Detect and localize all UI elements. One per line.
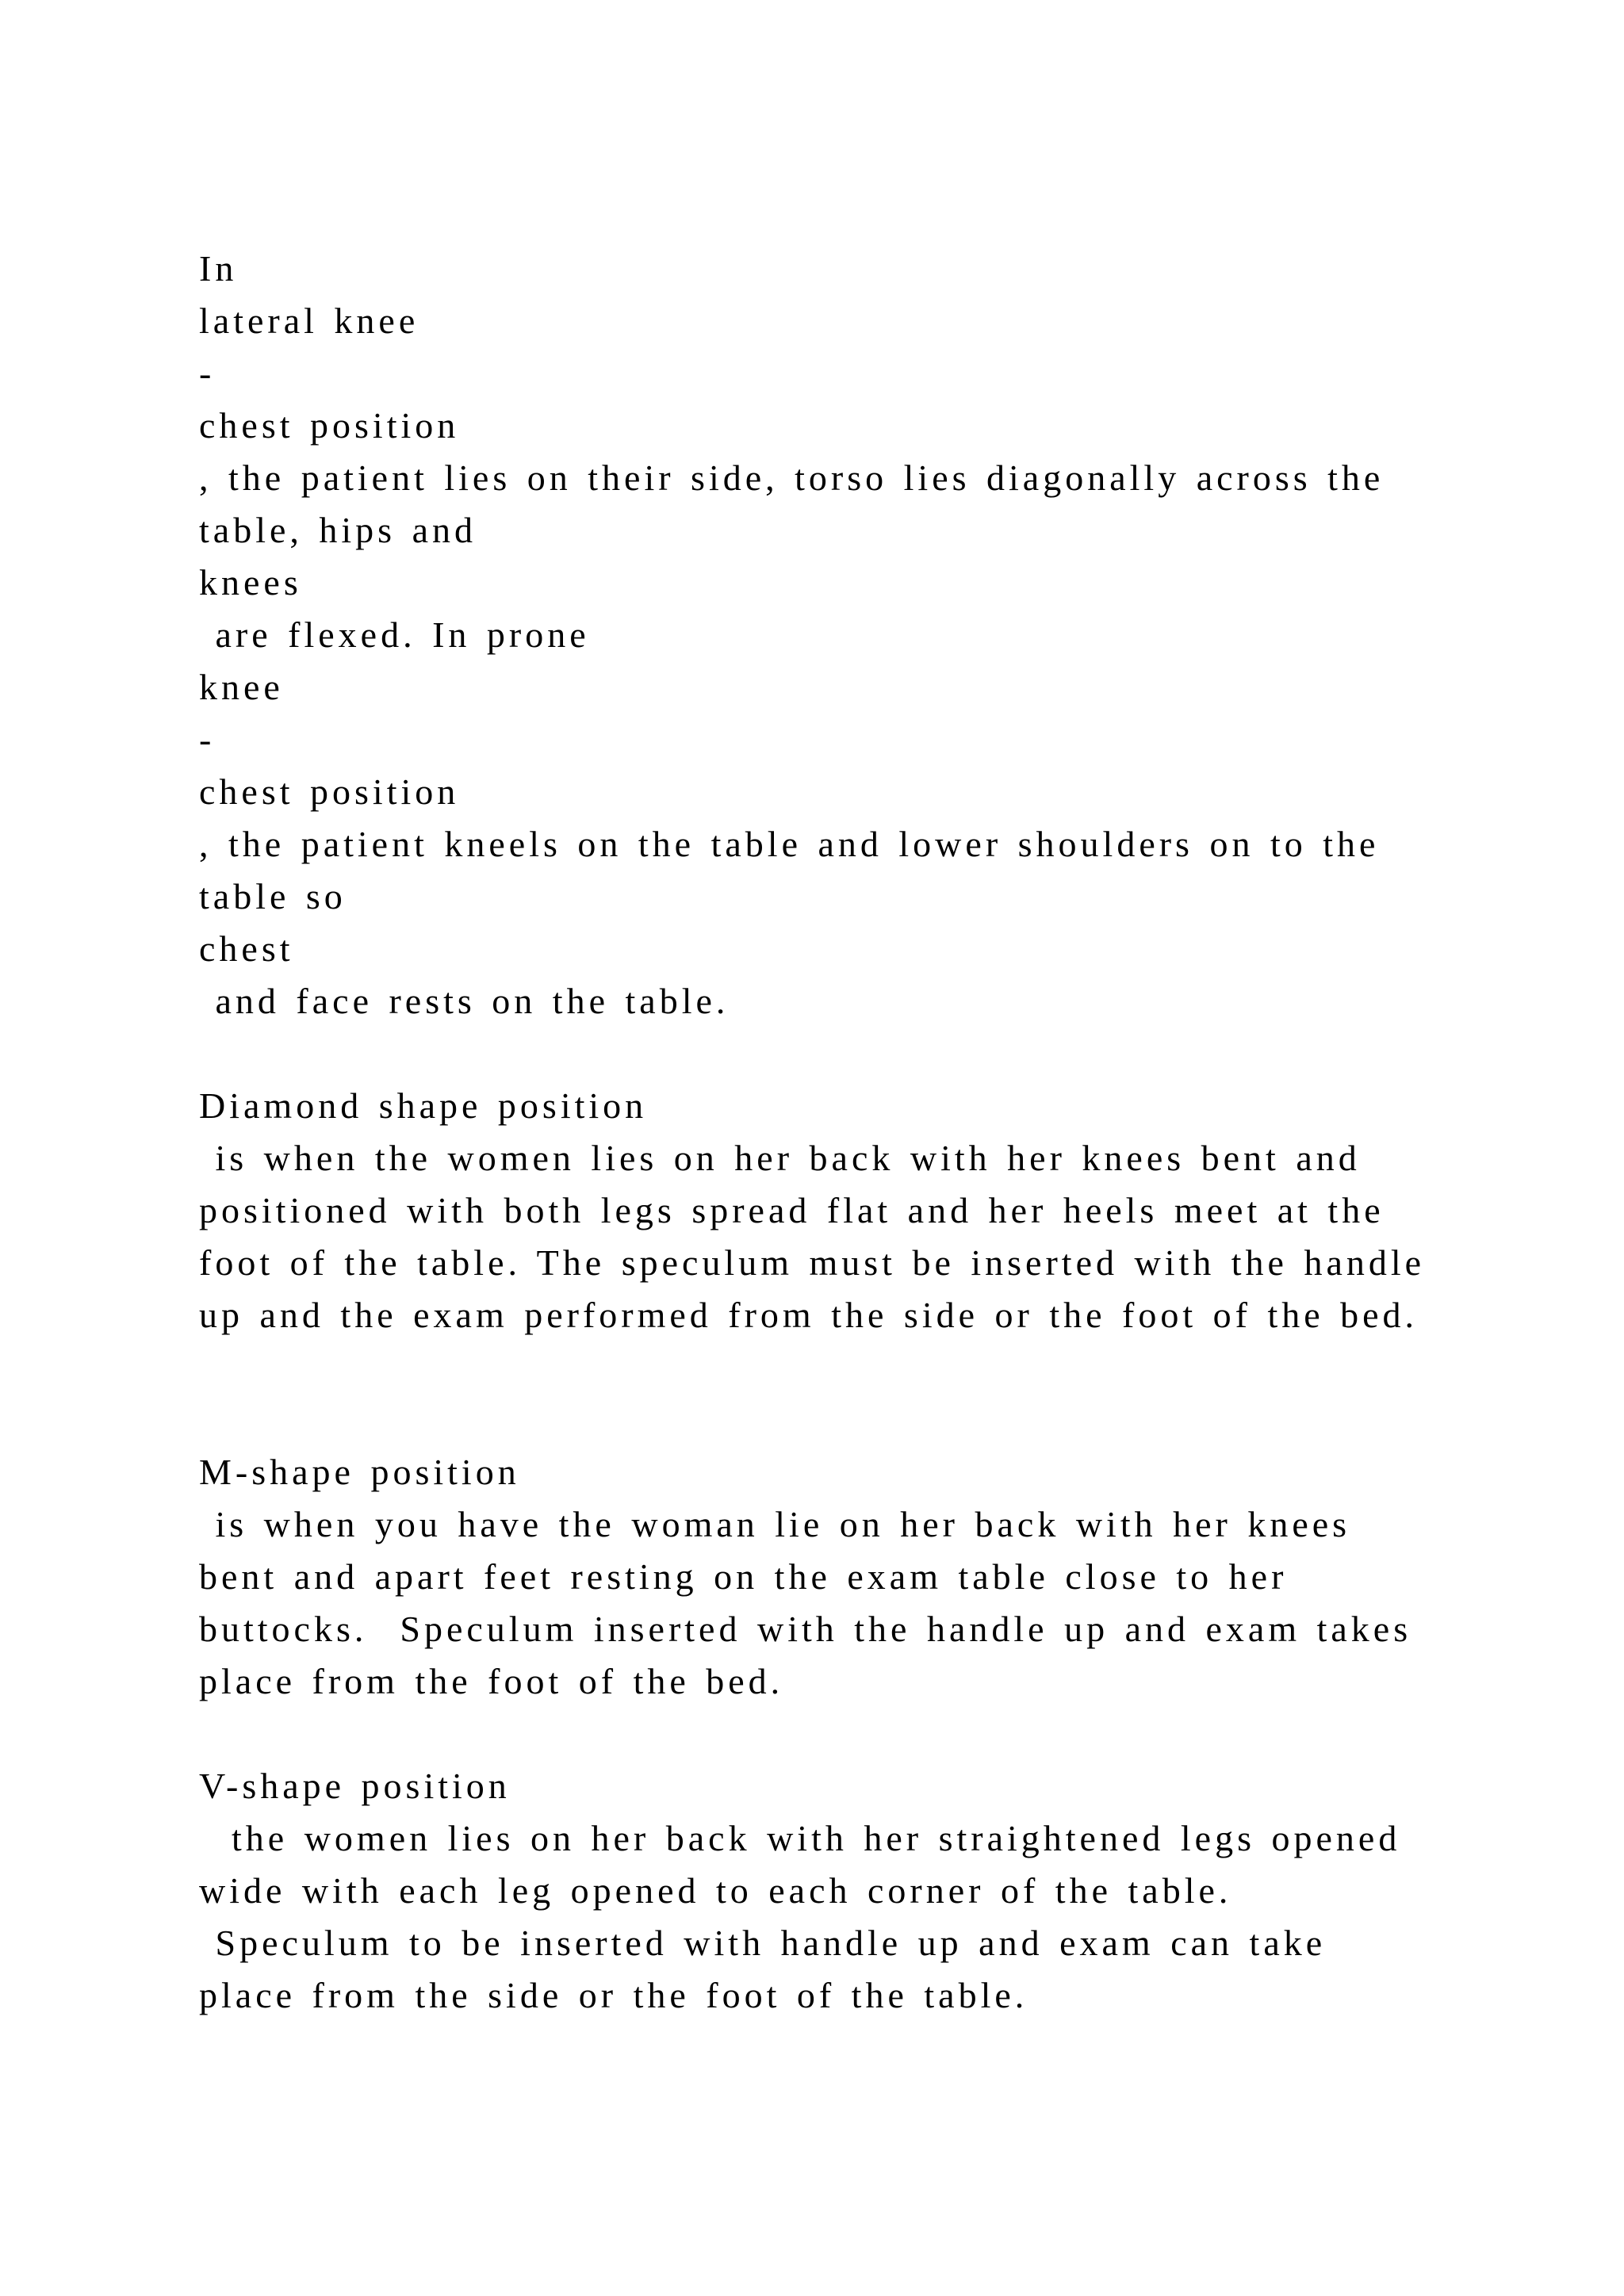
text-line: bent and apart feet resting on the exam table close to her — [199, 1556, 1288, 1597]
text-line: are flexed. In prone — [199, 614, 590, 655]
diamond-shape-paragraph — [199, 1080, 1624, 1341]
text-line: Diamond shape position — [199, 1085, 648, 1126]
knee-chest-paragraph — [199, 243, 1624, 1027]
m-shape-paragraph — [199, 1446, 1624, 1708]
text-line: wide with each leg opened to each corner of the table. — [199, 1870, 1232, 1911]
text-line: place from the foot of the bed. — [199, 1661, 784, 1701]
v-shape-paragraph — [199, 1760, 1624, 2022]
text-line: - — [199, 353, 216, 393]
text-line: and face rests on the table. — [199, 981, 730, 1021]
text-line: buttocks. Speculum inserted with the handle up and exam takes — [199, 1609, 1412, 1649]
text-line: knees — [199, 562, 302, 603]
text-line: Speculum to be inserted with handle up and exam can take — [199, 1923, 1327, 1963]
text-line: V-shape position — [199, 1766, 511, 1806]
text-line: , the patient kneels on the table and lower shoulders on to the — [199, 824, 1380, 864]
text-line: table, hips and — [199, 510, 477, 550]
text-line: M-shape position — [199, 1452, 520, 1492]
text-line: chest position — [199, 771, 460, 812]
text-line: is when you have the woman lie on her back with her knees — [199, 1504, 1351, 1544]
text-line: In — [199, 248, 238, 289]
text-line: is when the women lies on her back with her knees bent and — [199, 1138, 1361, 1178]
text-line: positioned with both legs spread flat and her heels meet at the — [199, 1190, 1385, 1230]
text-line: the women lies on her back with her straightened legs opened — [199, 1818, 1401, 1858]
text-line: - — [199, 719, 216, 760]
text-line: lateral knee — [199, 300, 419, 341]
text-line: , the patient lies on their side, torso lies diagonally across the — [199, 457, 1385, 498]
text-line: knee — [199, 667, 284, 707]
text-line: chest position — [199, 405, 460, 446]
text-line: place from the side or the foot of the table. — [199, 1975, 1028, 2015]
text-line: up and the exam performed from the side or the foot of the bed. — [199, 1295, 1419, 1335]
text-line: table so — [199, 876, 347, 916]
text-line: chest — [199, 928, 294, 969]
text-line: foot of the table. The speculum must be inserted with the handle — [199, 1242, 1426, 1283]
